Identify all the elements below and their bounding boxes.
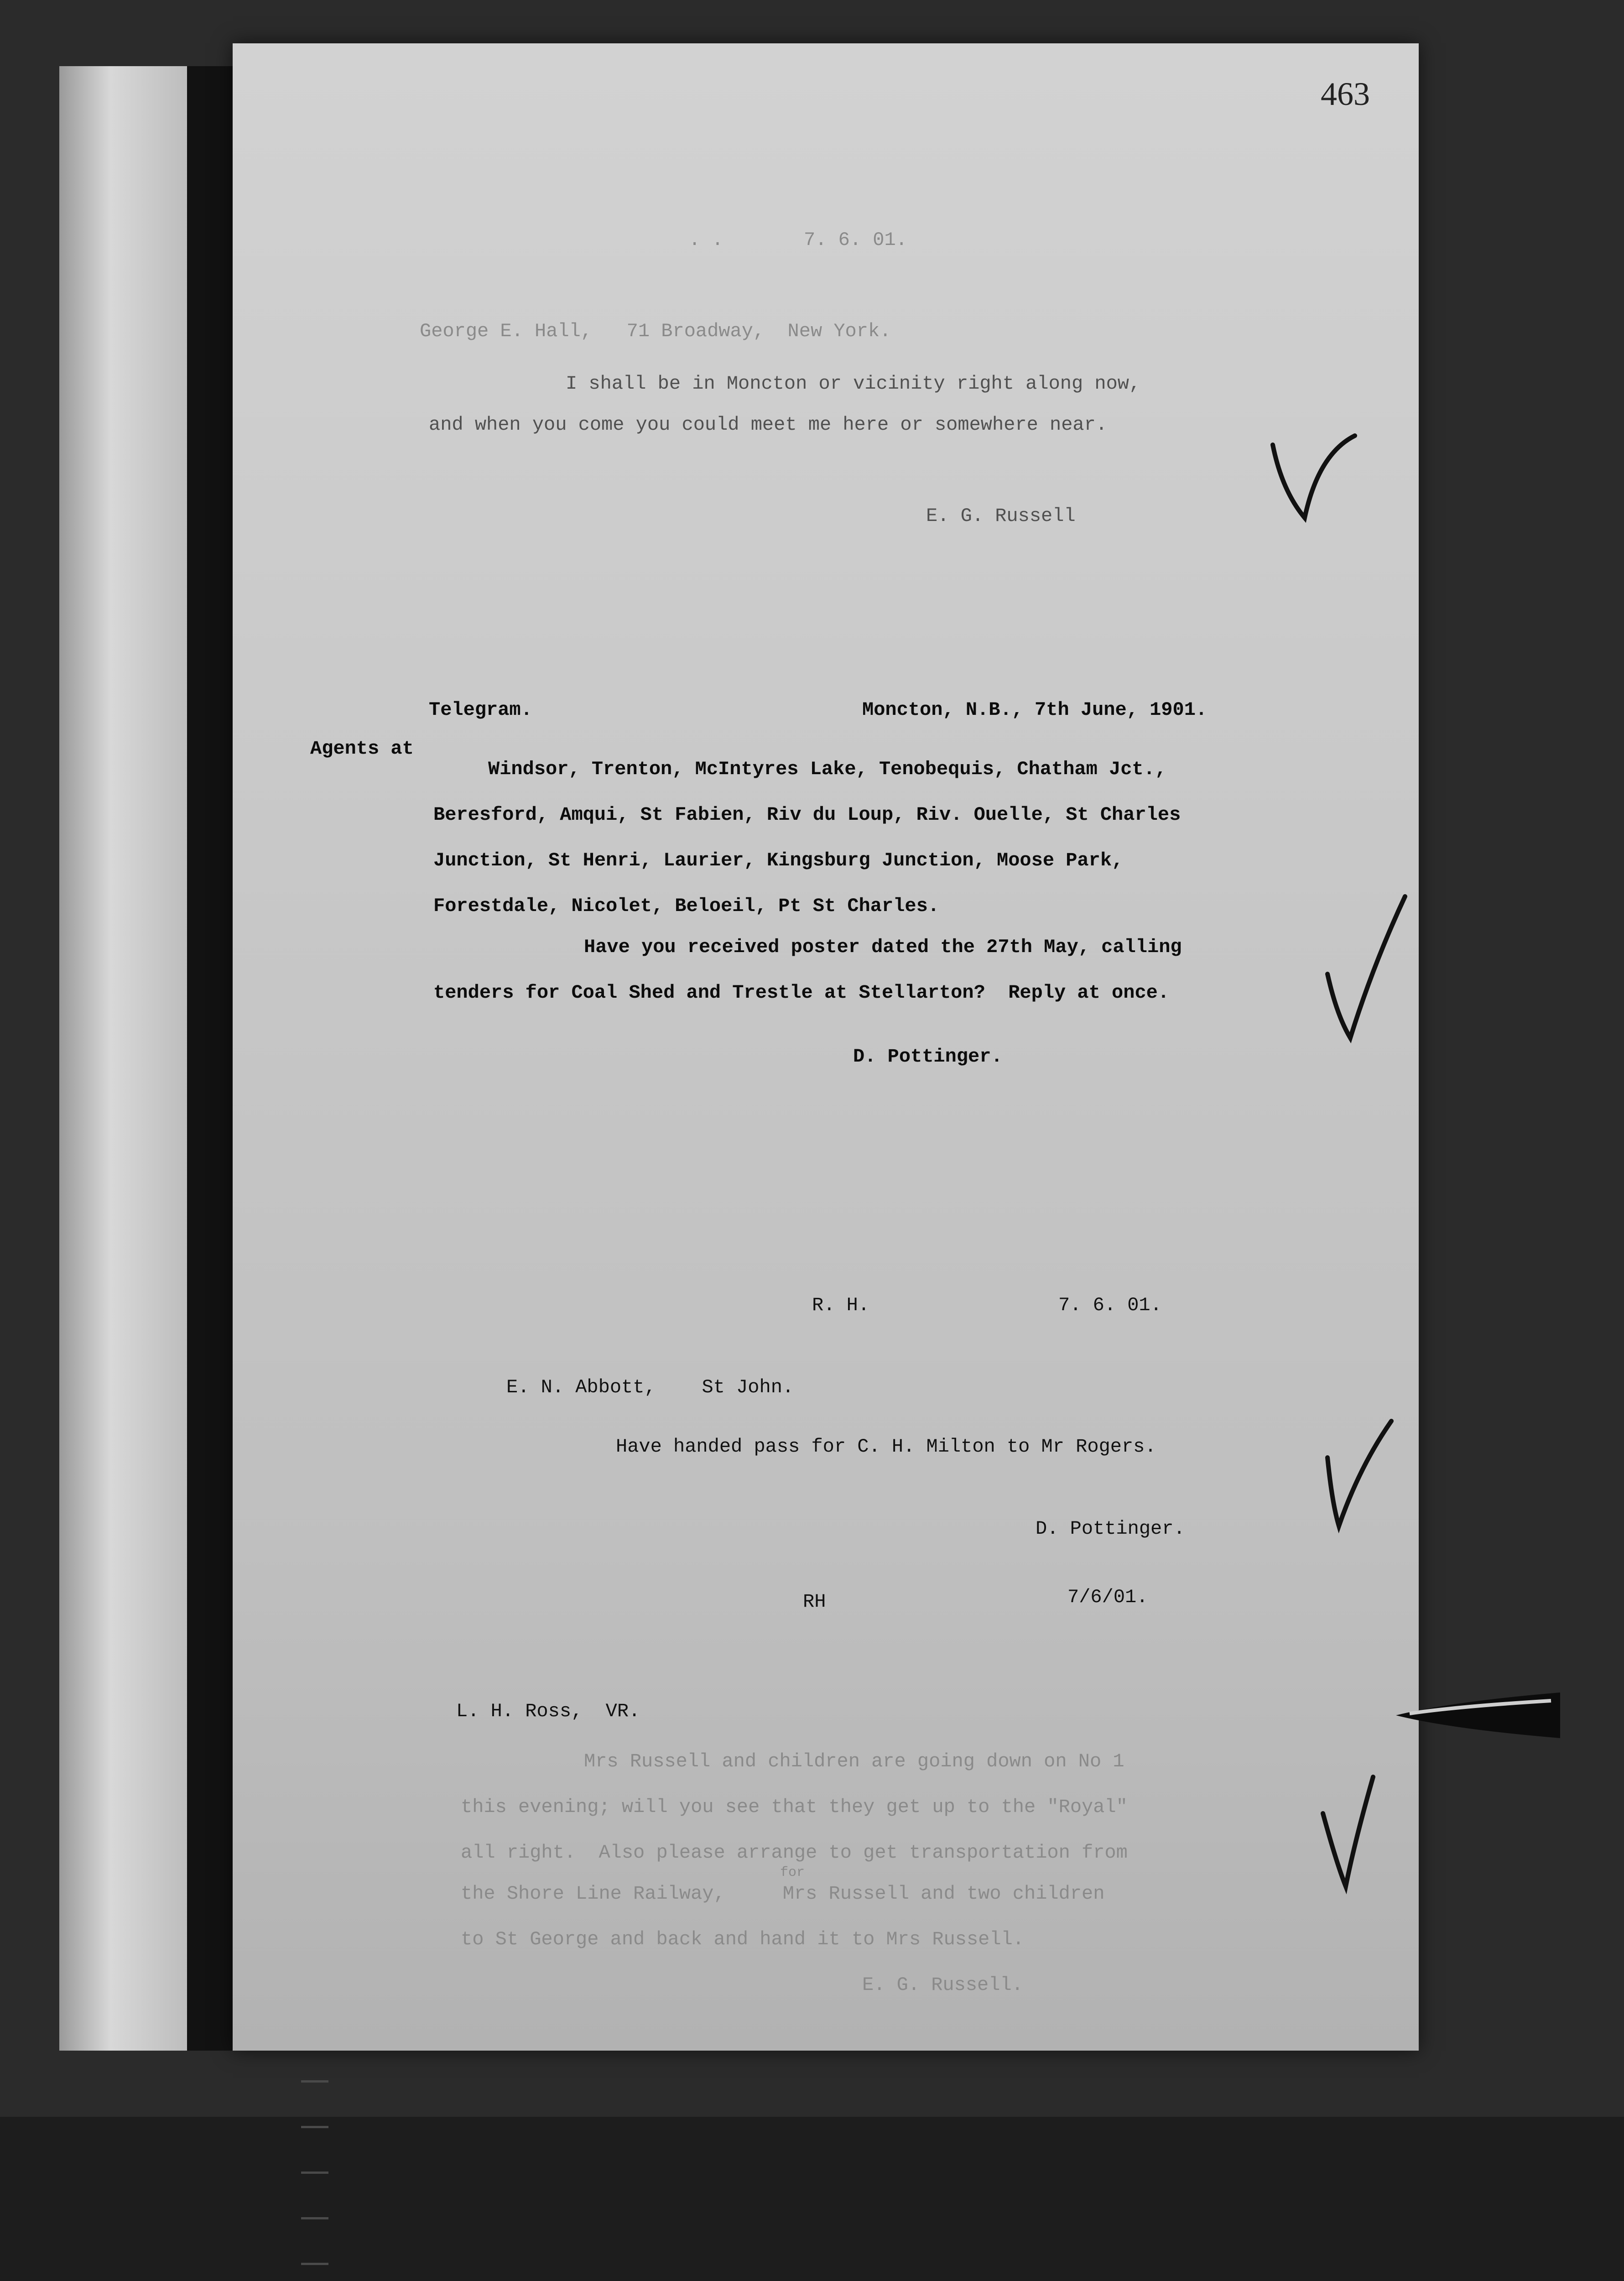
left-film-gap bbox=[187, 66, 233, 2051]
msg1-line-2: and when you come you could meet me here or somewhere near. bbox=[429, 414, 1108, 436]
page-number: 463 bbox=[1321, 76, 1370, 112]
msg1-address: George E. Hall, 71 Broadway, New York. bbox=[420, 320, 891, 342]
pen-tip-icon bbox=[1396, 1683, 1578, 1747]
sprocket-mark bbox=[301, 2263, 328, 2265]
msg3-signature: D. Pottinger. bbox=[1036, 1518, 1185, 1540]
msg4-from: RH bbox=[803, 1591, 826, 1613]
msg2-line-2: Beresford, Amqui, St Fabien, Riv du Loup, Riv. Ouelle, St Charles bbox=[433, 804, 1181, 826]
msg4-line-4: the Shore Line Railway, Mrs Russell and two children bbox=[461, 1883, 1105, 1905]
msg3-line: Have handed pass for C. H. Milton to Mr Rogers. bbox=[616, 1436, 1156, 1458]
msg2-line-4: Forestdale, Nicolet, Beloeil, Pt St Charles. bbox=[433, 895, 939, 917]
check-mark-icon bbox=[1327, 1421, 1391, 1526]
msg2-line-6: tenders for Coal Shed and Trestle at Stellarton? Reply at once. bbox=[433, 982, 1170, 1004]
msg3-address: E. N. Abbott, St John. bbox=[506, 1376, 794, 1398]
msg1-header: . . 7. 6. 01. bbox=[689, 229, 907, 251]
msg4-line-1: Mrs Russell and children are going down on No 1 bbox=[584, 1750, 1124, 1772]
msg2-line-3: Junction, St Henri, Laurier, Kingsburg Junction, Moose Park, bbox=[433, 849, 1124, 871]
msg4-line-2: this evening; will you see that they get up to the "Royal" bbox=[461, 1796, 1128, 1818]
msg1-line-1: I shall be in Moncton or vicinity right along now, bbox=[566, 373, 1141, 395]
sprocket-mark bbox=[301, 2217, 328, 2219]
sprocket-mark bbox=[301, 2126, 328, 2128]
msg4-insert: for bbox=[780, 1865, 805, 1880]
msg2-label: Telegram. bbox=[429, 699, 532, 721]
msg2-line-1: Windsor, Trenton, McIntyres Lake, Tenobequis, Chatham Jct., bbox=[488, 758, 1167, 780]
msg4-address: L. H. Ross, VR. bbox=[456, 1700, 640, 1722]
sprocket-mark bbox=[301, 2172, 328, 2174]
check-mark-icon bbox=[1273, 436, 1355, 518]
check-mark-icon bbox=[1323, 1777, 1373, 1886]
msg4-signature: E. G. Russell. bbox=[862, 1974, 1023, 1996]
msg4-date: 7/6/01. bbox=[1067, 1586, 1148, 1608]
msg3-from: R. H. bbox=[812, 1294, 870, 1316]
msg3-date: 7. 6. 01. bbox=[1058, 1294, 1162, 1316]
msg4-line-3: all right. Also please arrange to get transportation from bbox=[461, 1842, 1128, 1864]
msg4-line-5: to St George and back and hand it to Mrs Russell. bbox=[461, 1928, 1025, 1950]
msg2-agents: Agents at bbox=[310, 738, 414, 760]
check-marks bbox=[233, 43, 1419, 2051]
msg2-place-date: Moncton, N.B., 7th June, 1901. bbox=[862, 699, 1208, 721]
msg2-line-5: Have you received poster dated the 27th May, calling bbox=[584, 936, 1182, 958]
sprocket-mark bbox=[301, 2080, 328, 2083]
msg1-signature: E. G. Russell bbox=[926, 505, 1076, 527]
document-page bbox=[233, 43, 1419, 2051]
msg2-signature: D. Pottinger. bbox=[853, 1046, 1003, 1068]
check-mark-icon bbox=[1327, 896, 1405, 1038]
left-film-strip bbox=[59, 66, 187, 2051]
